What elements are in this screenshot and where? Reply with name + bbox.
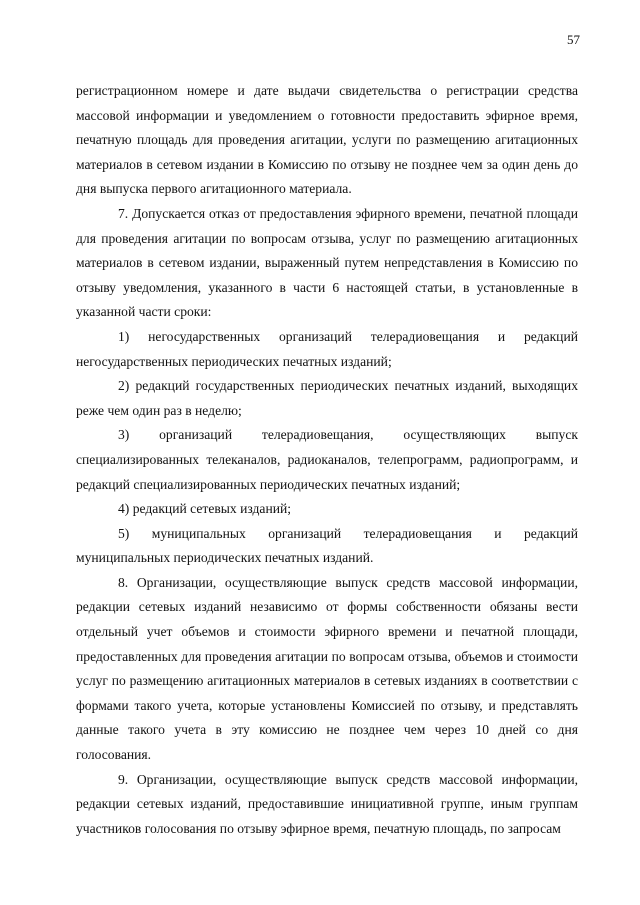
document-body — [76, 79, 578, 841]
paragraph-continuation: регистрационном номере и дате выдачи свидетельства о регистрации средства массовой информации и уведомлением о готовности предоставить эфирное время, печатную площадь для проведения агитации, услуги по размещению агитационных материалов в сетевом издании в Комиссию по отзыву не позднее чем за один день до дня выпуска первого агитационного материала. — [76, 83, 578, 197]
paragraph-8: 8. Организации, осуществляющие выпуск средств массовой информации, редакции сетевых изданий независимо от формы собственности обязаны вести отдельный учет объемов и стоимости эфирного времени и печатной площади, предоставленных для проведения агитации по вопросам отзыва, объемов и стоимости услуг по размещению агитационных материалов в сетевых изданиях в соответствии с формами такого учета, которые установлены Комиссией по отзыву, и представлять данные такого учета в эту комиссию не позднее чем через 10 дней со дня голосования. — [76, 574, 578, 763]
list-item-1: 1) негосударственных организаций телерадиовещания и редакций негосударственных периодических печатных изданий; — [76, 328, 578, 369]
list-item-3: 3) организаций телерадиовещания, осуществляющих выпуск специализированных телеканалов, радиоканалов, телепрограмм, радиопрограмм, и редакций специализированных периодических печатных изданий; — [76, 427, 578, 492]
list-item-2: 2) редакций государственных периодических печатных изданий, выходящих реже чем один раз в неделю; — [76, 378, 578, 418]
list-item-4: 4) редакций сетевых изданий; — [118, 501, 292, 517]
paragraph-7: 7. Допускается отказ от предоставления эфирного времени, печатной площади для проведения агитации по вопросам отзыва, услуг по размещению агитационных материалов в сетевом издании, выраженный путем непредставления в Комиссию по отзыву уведомления, указанного в части 6 настоящей статьи, в установленные в указанной части сроки: — [76, 205, 578, 320]
list-item-5: 5) муниципальных организаций телерадиовещания и редакций муниципальных периодических печатных изданий. — [76, 525, 578, 566]
paragraph-9: 9. Организации, осуществляющие выпуск средств массовой информации, редакции сетевых изданий, предоставившие инициативной группе, иным группам участников голосования по отзыву эфирное время, печатную площадь, по запросам — [76, 771, 578, 836]
page-number: 57 — [567, 32, 580, 47]
